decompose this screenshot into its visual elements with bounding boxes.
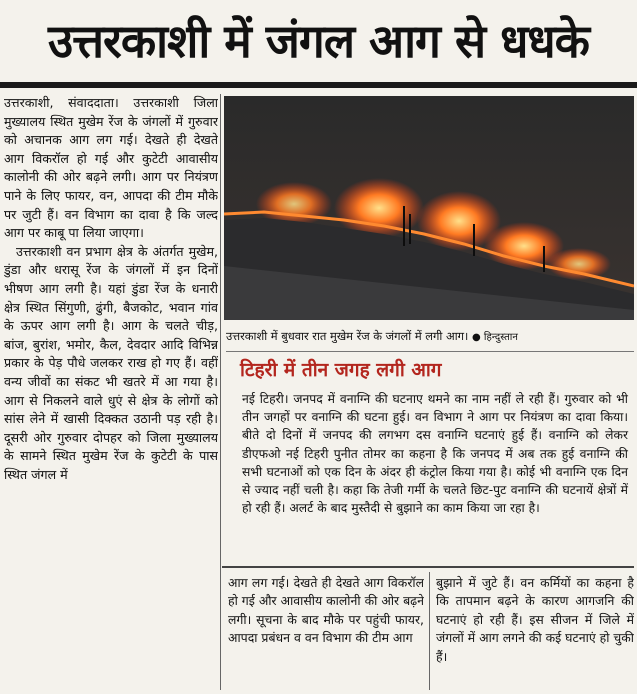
headline: उत्तरकाशी में जंगल आग से धधके [48, 14, 589, 68]
column-divider [220, 94, 221, 690]
sidebar-title: टिहरी में तीन जगह लगी आग [240, 359, 442, 381]
right-column: बुझाने में जुटे हैं। वन कर्मियों का कहना है कि तापमान बढ़ने के कारण आगजनि की घटनाएं हो रही हैं। इस सीजन में जिले में जंगलों में आग लगने की कई घटनाएं हो चुकी हैं। [436, 575, 634, 664]
tehri-sidebar [226, 354, 632, 560]
left-column [4, 94, 218, 690]
headline-rule [0, 82, 637, 88]
forest-fire-photo [224, 96, 634, 320]
sidebar-body: नई टिहरी। जनपद में वनाग्नि की घटनाए थमने का नाम नहीं ले रही हैं। गुरुवार को भी तीन जगहों पर वनाग्नि की घटना हुई। वन विभाग ने आग पर नियंत्रण का दावा किया। बीते दो दिनों में जनपद की लगभग दस वनाग्नि घटनाएं हुई हैं। वनाग्नि को लेकर डीएफओ नई टिहरी पुनीत तोमर का कहना है कि जनपद में अब तक हुई वनाग्नि की सभी घटनाओं को एक दिन के अंदर ही कंट्रोल किया गया है। कोई भी वनाग्नि एक दिन से ज्याद नहीं चली है। कहा कि तेजी गर्मी के चलते छिट-पुट वनाग्नि की घटनायें क्षेत्रों में हो रही हैं। अलर्ट के बाद मुस्तैदी से बुझाने का काम किया जा रहा है। [242, 392, 628, 516]
caption-text: उत्तरकाशी में बुधवार रात मुखेम रेंज के जंगलों में लगी आग। [226, 329, 469, 343]
forest-fire-image [224, 96, 634, 320]
middle-column: आग लग गई। देखते ही देखते आग विकरॉल हो गई और आवासीय कालोनी की ओर बढ़ने लगी। सूचना के बाद मौके पर पहुंची फायर, आपदा प्रबंधन व वन विभाग की टीम आग [228, 575, 424, 646]
left-paragraph-2: उत्तरकाशी वन प्रभाग क्षेत्र के अंतर्गत मुखेम, डुंडा और धरासू रेंज के जंगलों में इन दिनों भीषण आग लगी है। यहां डुंडा रेंज के धनारी क्षेत्र स्थित सिंगुणी, ढुंगी, बैजकोट, भवान गांव के ऊपर आग लगी है। आग के चलते चीड़, बांज, बुरांश, भमोर, कैल, देवदार आदि विभिन्न प्रकार के पेड़ पौधे जलकर राख हो गए हैं। वहीं वन्य जीवों का संकट भी खतरे में आ गया है। आग से निकलने वाले धुएं से क्षेत्र के लोगों को सांस लेने में खासी दिक्कत उठानी पड़ रही है। दूसरी ओर गुरुवार दोपहर को जिला मुख्यालय के सामने स्थित मुखेम रेंज के कुटेटी के पास स्थित जंगल में [4, 243, 218, 482]
section-rule [222, 566, 634, 568]
photo-caption [226, 324, 634, 348]
left-paragraph-1: उत्तरकाशी, संवाददाता। उत्तरकाशी जिला मुख्यालय स्थित मुखेम रेंज के जंगलों में गुरुवार को अचानक आग लग गई। देखते ही देखते आग विकरॉल हो गई और कुटेटी आवासीय कालोनी की ओर बढ़ने लगी। आग पर नियंत्रण पाने के लिए फायर, वन, आपदा की टीम मौके पर जुटी हैं। वन विभाग का दावा है कि जल्द आग पर काबू पा लिया जाएगा। [4, 95, 218, 241]
column-divider-2 [429, 572, 430, 690]
photo-credit: ● हिन्दुस्तान [471, 332, 518, 343]
caption-rule [226, 351, 634, 352]
